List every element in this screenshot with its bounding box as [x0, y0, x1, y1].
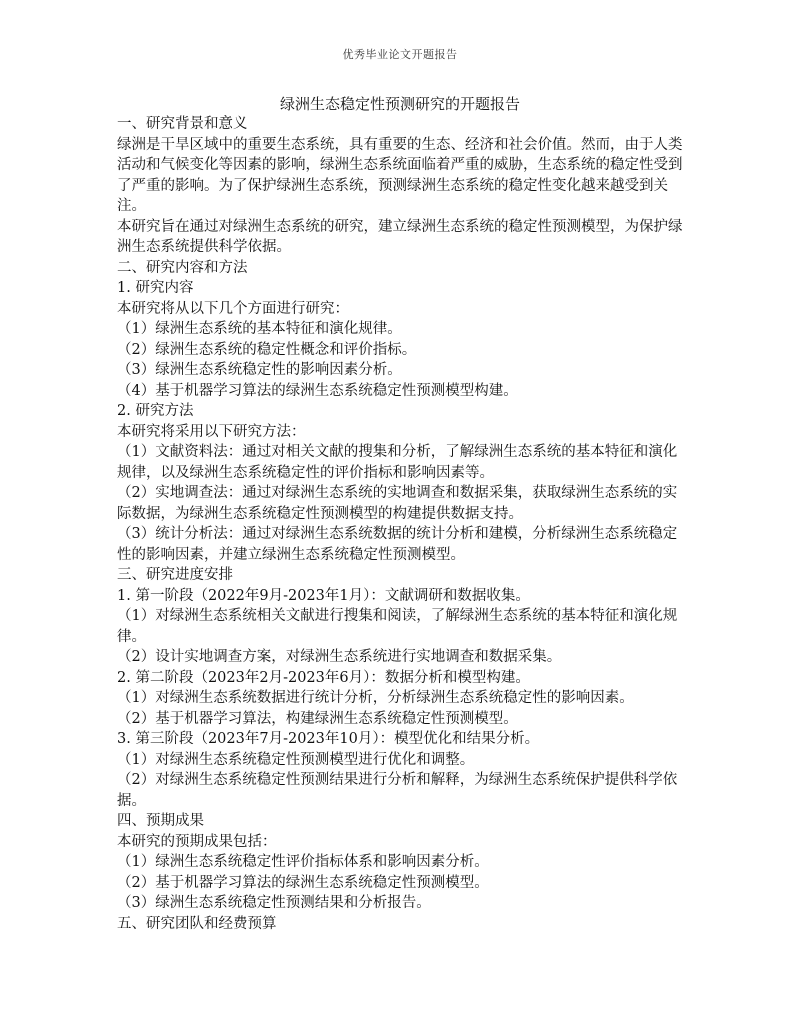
section-heading-background: 一、研究背景和意义 — [117, 116, 248, 132]
list-item: （2）基于机器学习算法，构建绿洲生态系统稳定性预测模型。 — [117, 710, 518, 727]
list-item: （2）对绿洲生态系统稳定性预测结果进行分析和解释，为绿洲生态系统保护提供科学依据。 — [117, 772, 678, 809]
list-item: （2）基于机器学习算法的绿洲生态系统稳定性预测模型。 — [117, 874, 489, 891]
document-title: 绿洲生态稳定性预测研究的开题报告 — [279, 95, 520, 113]
paragraph-content-intro: 本研究将从以下几个方面进行研究： — [117, 300, 349, 317]
list-item: （3）统计分析法：通过对绿洲生态系统数据的统计分析和建模，分析绿洲生态系统稳定性的影响因素，并建立绿洲生态系统稳定性预测模型。 — [117, 526, 678, 563]
list-item: （1）对绿洲生态系统稳定性预测模型进行优化和调整。 — [117, 751, 475, 768]
document-body — [117, 114, 687, 934]
list-item: （2）设计实地调查方案，对绿洲生态系统进行实地调查和数据采集。 — [117, 649, 562, 665]
subheading-methods: 2. 研究方法 — [117, 403, 194, 419]
list-item: （1）文献资料法：通过对相关文献的搜集和分析，了解绿洲生态系统的基本特征和演化规律，以及绿洲生态系统稳定性的评价指标和影响因素等。 — [117, 444, 678, 481]
section-heading-team-budget: 五、研究团队和经费预算 — [117, 915, 277, 932]
section-heading-content-methods: 二、研究内容和方法 — [117, 259, 248, 276]
schedule-stage: 1. 第一阶段（2022年9月-2023年1月）：文献调研和数据收集。 — [117, 587, 530, 604]
list-item: （1）对绿洲生态系统数据进行统计分析，分析绿洲生态系统稳定性的影响因素。 — [117, 690, 634, 706]
page-header: 优秀毕业论文开题报告 — [342, 48, 458, 61]
list-item: （1）绿洲生态系统的基本特征和演化规律。 — [117, 321, 402, 337]
schedule-stage: 3. 第三阶段（2023年7月-2023年10月）：模型优化和结果分析。 — [117, 731, 540, 747]
list-item: （2）实地调查法：通过对绿洲生态系统的实地调查和数据采集，获取绿洲生态系统的实际数据，为绿洲生态系统稳定性预测模型的构建提供数据支持。 — [117, 485, 678, 522]
section-heading-schedule: 三、研究进度安排 — [117, 567, 233, 583]
list-item: （3）绿洲生态系统稳定性的影响因素分析。 — [117, 362, 402, 378]
list-item: （3）绿洲生态系统稳定性预测结果和分析报告。 — [117, 895, 431, 911]
list-item: （1）绿洲生态系统稳定性评价指标体系和影响因素分析。 — [117, 854, 489, 870]
paragraph-expected-intro: 本研究的预期成果包括： — [117, 833, 277, 850]
list-item: （4）基于机器学习算法的绿洲生态系统稳定性预测模型构建。 — [117, 382, 518, 399]
list-item: （2）绿洲生态系统的稳定性概念和评价指标。 — [117, 341, 417, 358]
paragraph-background: 绿洲是干旱区域中的重要生态系统，具有重要的生态、经济和社会价值。然而，由于人类活动和气候变化等因素的影响，绿洲生态系统面临着严重的威胁，生态系统的稳定性受到了严重的影响。为了保护绿洲生态系统，预测绿洲生态系统的稳定性变化越来越受到关注。 — [117, 136, 683, 214]
paragraph-purpose: 本研究旨在通过对绿洲生态系统的研究，建立绿洲生态系统的稳定性预测模型，为保护绿洲生态系统提供科学依据。 — [117, 218, 683, 255]
subheading-content: 1. 研究内容 — [117, 280, 194, 296]
section-heading-expected-results: 四、预期成果 — [117, 813, 204, 829]
paragraph-methods-intro: 本研究将采用以下研究方法： — [117, 423, 306, 440]
list-item: （1）对绿洲生态系统相关文献进行搜集和阅读，了解绿洲生态系统的基本特征和演化规律。 — [117, 608, 678, 645]
schedule-stage: 2. 第二阶段（2023年2月-2023年6月）：数据分析和模型构建。 — [117, 669, 530, 686]
